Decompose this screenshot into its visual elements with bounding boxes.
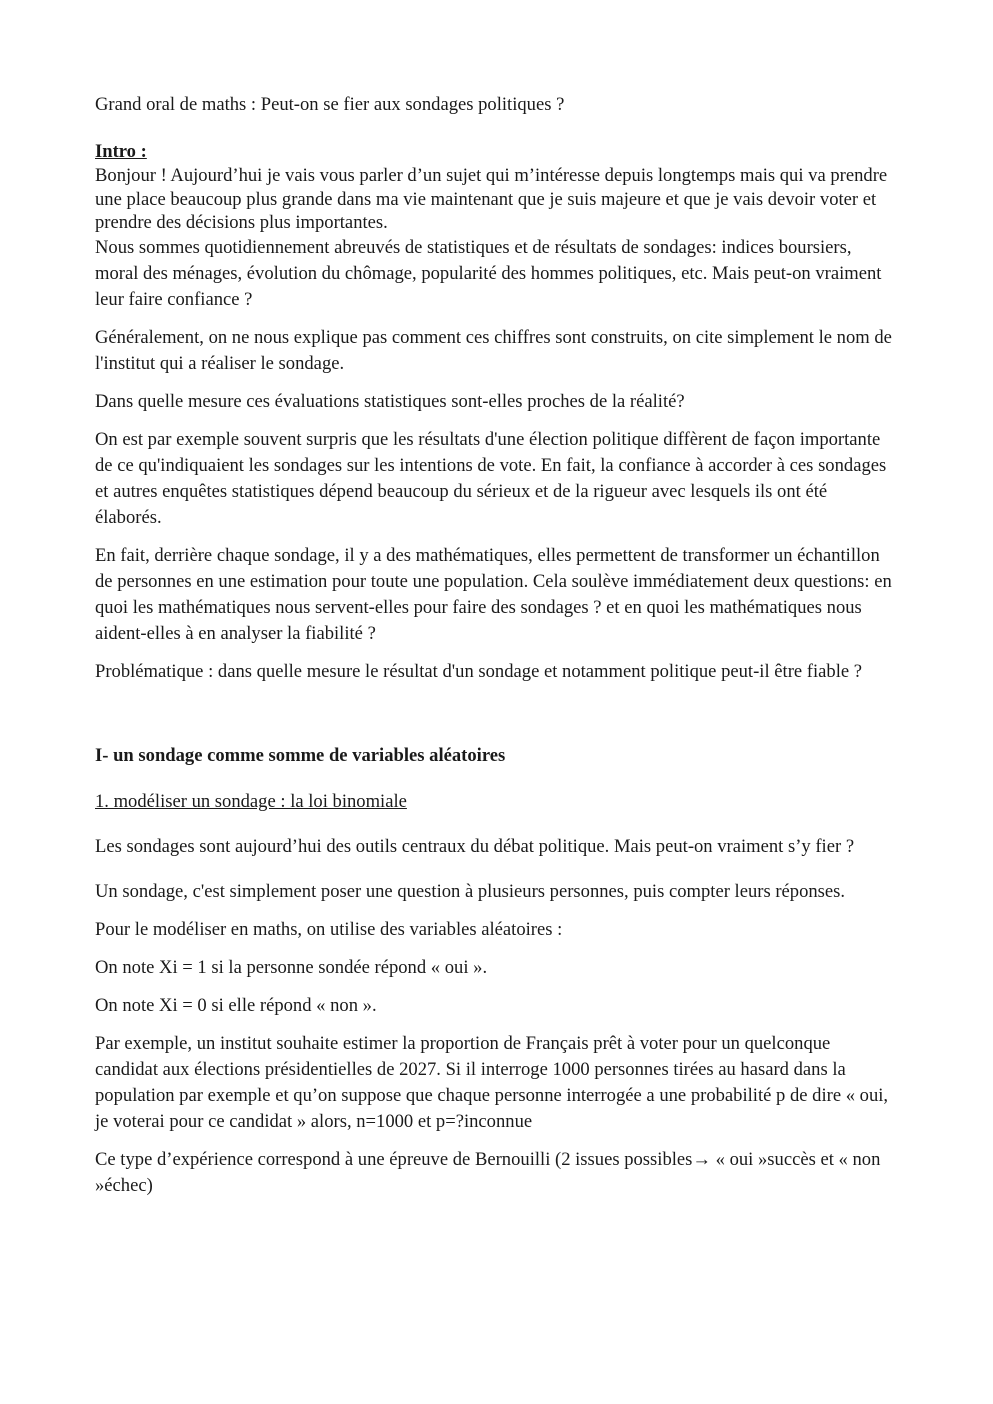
document-title: Grand oral de maths : Peut-on se fier aux sondages politiques ?	[95, 94, 565, 115]
section-1-title: I- un sondage comme somme de variables aléatoires	[95, 744, 506, 766]
section-1-paragraph-4: On note Xi = 1 si la personne sondée répond « oui ».	[95, 957, 488, 978]
intro-paragraph-2: Nous sommes quotidiennement abreuvés de statistiques et de résultats de sondages: indices boursiers, moral des ménages, évolution du chômage, popularité des hommes politiques, etc. Mais peut-on vraiment leur faire confiance ?	[95, 236, 882, 310]
section-1-paragraph-3: Pour le modéliser en maths, on utilise des variables aléatoires :	[95, 919, 563, 940]
intro-paragraph-5: On est par exemple souvent surpris que les résultats d'une élection politique diffèrent de façon importante de ce qu'indiquaient les sondages sur les intentions de vote. En fait, la confiance à accorder à ces sondages et autres enquêtes statistiques dépend beaucoup du sérieux et de la rigueur avec lesquels ils ont été élaborés.	[95, 428, 887, 528]
intro-paragraph-6: En fait, derrière chaque sondage, il y a des mathématiques, elles permettent de transformer un échantillon de personnes en une estimation pour toute une population. Cela soulève immédiatement deux questions: en quoi les mathématiques nous servent-elles pour faire des sondages ? et en quoi les mathématiques nous aident-elles à en analyser la fiabilité ?	[95, 544, 892, 644]
intro-paragraph-3: Généralement, on ne nous explique pas comment ces chiffres sont construits, on cite simplement le nom de l'institut qui a réaliser le sondage.	[95, 326, 892, 374]
section-1-subtitle: 1. modéliser un sondage : la loi binomiale	[95, 790, 407, 812]
intro-paragraph-4: Dans quelle mesure ces évaluations statistiques sont-elles proches de la réalité?	[95, 390, 685, 412]
section-1-paragraph-6: Par exemple, un institut souhaite estimer la proportion de Français prêt à voter pour un quelconque candidat aux élections présidentielles de 2027. Si il interroge 1000 personnes tirées au hasard dans la population par exemple et qu’on suppose que chaque personne interrogée a une probabilité p de dire « oui, je voterai pour ce candidat » alors, n=1000 et p=?inconnue	[95, 1033, 889, 1132]
document-page	[95, 92, 895, 1199]
section-1-paragraph-5: On note Xi = 0 si elle répond « non ».	[95, 995, 377, 1016]
intro-heading: Intro :	[95, 141, 147, 162]
problematique-paragraph: Problématique : dans quelle mesure le résultat d'un sondage et notamment politique peut-il être fiable ?	[95, 660, 863, 682]
section-1-paragraph-7: Ce type d’expérience correspond à une épreuve de Bernouilli (2 issues possibles→ « oui »succès et « non »échec)	[95, 1149, 881, 1196]
intro-paragraph-1: Bonjour ! Aujourd’hui je vais vous parler d’un sujet qui m’intéresse depuis longtemps mais qui va prendre une place beaucoup plus grande dans ma vie maintenant que je suis majeure et que je vais devoir voter et prendre des décisions plus importantes.	[95, 165, 888, 233]
section-1-paragraph-1: Les sondages sont aujourd’hui des outils centraux du débat politique. Mais peut-on vraiment s’y fier ?	[95, 835, 855, 857]
section-1-paragraph-2: Un sondage, c'est simplement poser une question à plusieurs personnes, puis compter leurs réponses.	[95, 881, 846, 902]
